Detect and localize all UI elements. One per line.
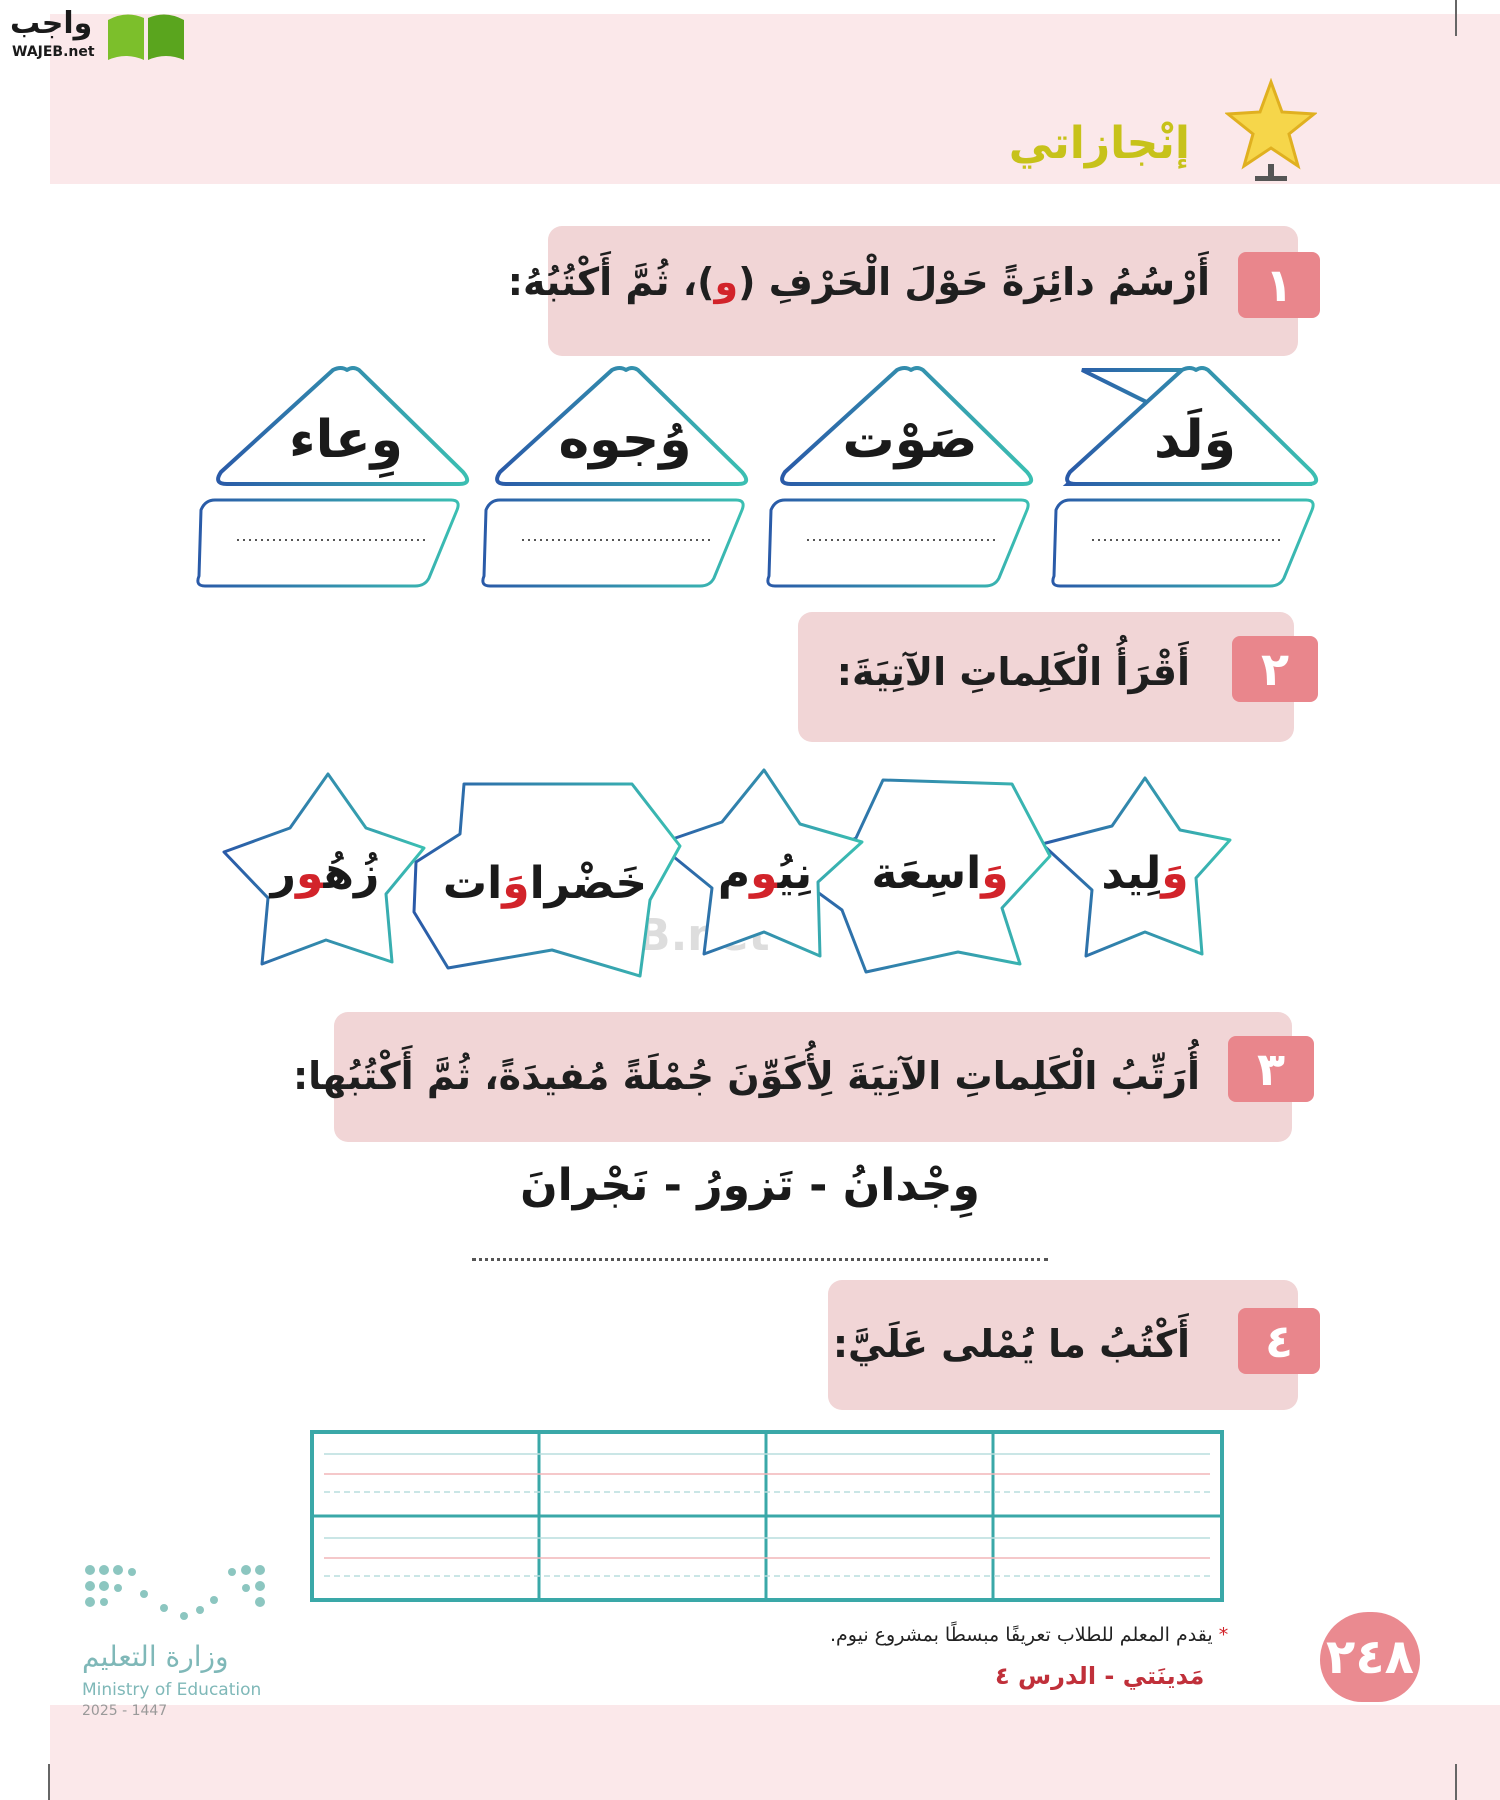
crop-mark (48, 1764, 50, 1800)
question-3-prompt: أُرَتِّبُ الْكَلِماتِ الآتِيَةَ لِأُكَوِّنَ جُمْلَةً مُفيدَةً، ثُمَّ أَكْتُبُها: (292, 1054, 1200, 1098)
footer-band (50, 1705, 1500, 1800)
star-trophy-icon (1225, 78, 1317, 184)
question-2-number: ٢ (1232, 636, 1318, 702)
question-1-prompt: أَرْسُمُ دائِرَةً حَوْلَ الْحَرْفِ (و)، ثُمَّ أَكْتُبُهُ: (507, 260, 1210, 304)
ministry-logo-icon (84, 1560, 268, 1636)
q1-word-shapes (0, 360, 1500, 600)
brand-name: واجب (10, 6, 93, 41)
crop-mark (1455, 1764, 1457, 1800)
page-number: ٢٤٨ (1320, 1612, 1420, 1702)
question-4-prompt: أَكْتُبُ ما يُمْلى عَلَيَّ: (832, 1322, 1190, 1366)
dictation-grid[interactable] (310, 1430, 1224, 1602)
ministry-name-arabic: وزارة التعليم (82, 1640, 229, 1673)
question-4-number: ٤ (1238, 1308, 1320, 1374)
question-2-prompt: أَقْرَأُ الْكَلِماتِ الآتِيَةَ: (836, 650, 1190, 694)
question-3-number: ٣ (1228, 1036, 1314, 1102)
book-logo-icon (104, 6, 188, 64)
q1-word: وُجوه (558, 410, 692, 470)
page-title: إنْجازاتي (1008, 118, 1190, 169)
q1-word: وَلَد (1154, 410, 1236, 470)
ministry-name-english: Ministry of Education (82, 1680, 262, 1700)
q2-word: زُهُور (270, 848, 380, 899)
answer-line[interactable] (472, 1258, 1048, 1261)
lesson-reference: مَدينَتي - الدرس ٤ (995, 1662, 1205, 1690)
q2-word: خَضْراوَات (442, 858, 648, 909)
q2-word: وَاسِعَة (871, 848, 1009, 899)
brand-url: WAJEB.net (12, 44, 95, 60)
q1-word: صَوْت (842, 410, 978, 470)
ministry-year: 2025 - 1447 (82, 1703, 168, 1719)
scrambled-words: وِجْدانُ - تَزورُ - نَجْرانَ (520, 1160, 980, 1211)
crop-mark (1455, 0, 1457, 36)
q2-word: وَلِيد (1101, 848, 1189, 899)
q1-word: وِعاء (289, 410, 403, 470)
q2-word: نِيُوم (717, 848, 813, 899)
question-1-number: ١ (1238, 252, 1320, 318)
teacher-note: * يقدم المعلم للطلاب تعريفًا مبسطًا بمشروع نيوم. (830, 1624, 1229, 1646)
